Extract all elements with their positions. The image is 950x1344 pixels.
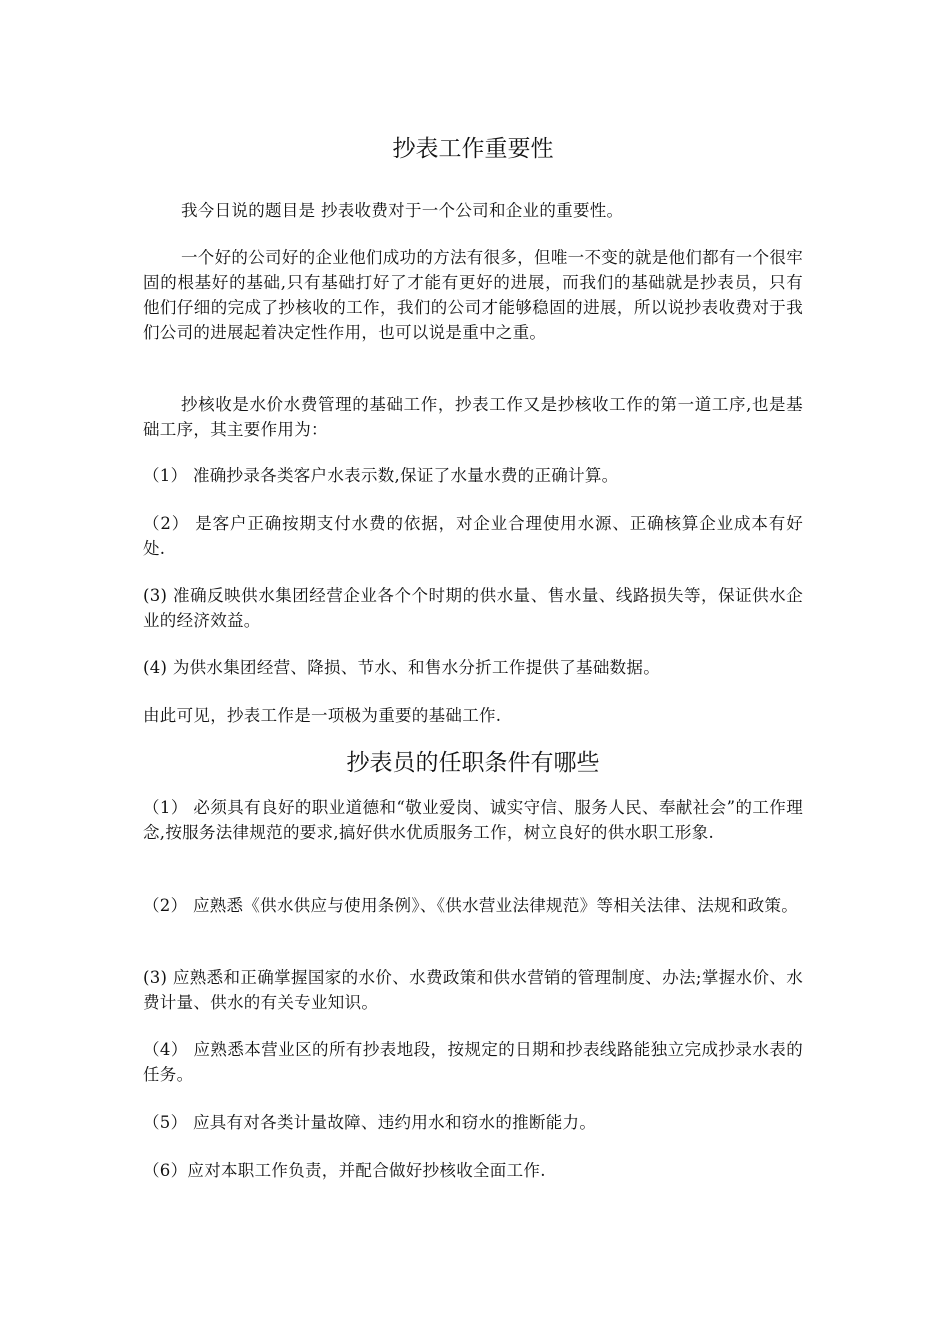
list-item-qualification-5: （5） 应具有对各类计量故障、违约用水和窃水的推断能力。 [143,1113,597,1132]
list-item-qualification-1: （1） 必须具有良好的职业道德和“敬业爱岗、诚实守信、服务人民、奉献社会”的工作理念,按服务法律规范的要求,搞好供水优质服务工作，树立良好的供水职工形象. [143,798,803,842]
list-item-qualification-6: （6）应对本职工作负责，并配合做好抄核收全面工作. [143,1161,546,1180]
paragraph-intro: 我今日说的题目是 抄表收费对于一个公司和企业的重要性。 [181,201,624,220]
list-item-qualification-4: （4） 应熟悉本营业区的所有抄表地段，按规定的日期和抄表线路能独立完成抄录水表的任务。 [143,1040,803,1084]
section-title-qualifications: 抄表员的任职条件有哪些 [346,750,600,776]
list-item-qualification-3: (3) 应熟悉和正确掌握国家的水价、水费政策和供水营销的管理制度、办法;掌握水价、水费计量、供水的有关专业知识。 [143,968,803,1012]
list-item-role-4: (4) 为供水集团经营、降损、节水、和售水分折工作提供了基础数据。 [143,658,661,677]
paragraph-role: 抄核收是水价水费管理的基础工作，抄表工作又是抄核收工作的第一道工序,也是基础工序，其主要作用为： [143,395,803,439]
section-title-importance: 抄表工作重要性 [392,136,554,162]
list-item-role-3: (3) 准确反映供水集团经营企业各个个时期的供水量、售水量、线路损失等，保证供水企业的经济效益。 [143,586,803,630]
list-item-role-2: （2） 是客户正确按期支付水费的依据，对企业合理使用水源、正确核算企业成本有好处. [143,514,803,558]
paragraph-foundation: 一个好的公司好的企业他们成功的方法有很多，但唯一不变的就是他们都有一个很牢固的根基好的基础,只有基础打好了才能有更好的进展，而我们的基础就是抄表员，只有他们仔细的完成了抄核收的工作，我们的公司才能够稳固的进展，所以说抄表收费对于我们公司的进展起着决定性作用，也可以说是重中之重。 [143,248,803,342]
paragraph-conclusion: 由此可见，抄表工作是一项极为重要的基础工作. [143,706,502,725]
list-item-qualification-2: （2） 应熟悉《供水供应与使用条例》、《供水营业法律规范》等相关法律、法规和政策。 [143,896,799,915]
list-item-role-1: （1） 准确抄录各类客户水表示数,保证了水量水费的正确计算。 [143,466,619,485]
